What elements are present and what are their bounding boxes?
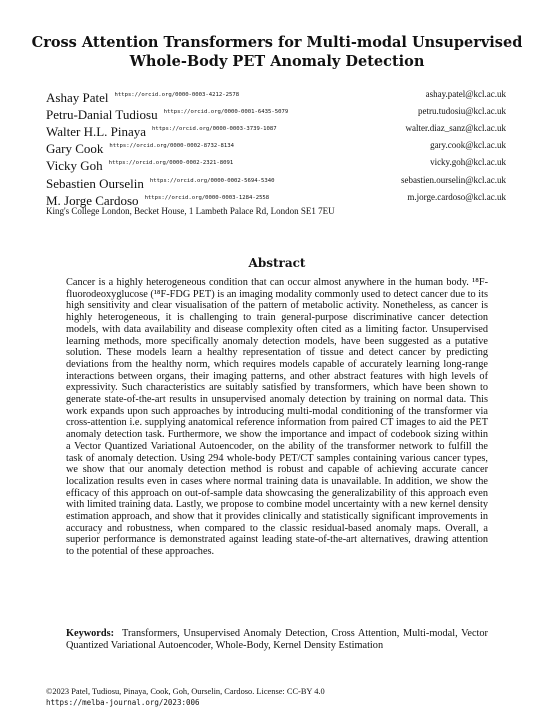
author-row: [46, 138, 506, 154]
author-name: M. Jorge Cardoso: [46, 193, 139, 208]
author-email[interactable]: sebastien.ourselin@kcl.ac.uk: [400, 175, 506, 185]
author-row: [46, 190, 506, 206]
author-email[interactable]: ashay.patel@kcl.ac.uk: [425, 89, 506, 99]
author-orcid-link[interactable]: https://orcid.org/0000-0001-6435-5079: [163, 109, 289, 115]
affiliation: King's College London, Becket House, 1 Lambeth Palace Rd, London SE1 7EU: [46, 206, 335, 216]
author-email[interactable]: gary.cook@kcl.ac.uk: [430, 140, 506, 150]
author-name: Petru-Danial Tudiosu: [46, 107, 158, 122]
author-orcid-link[interactable]: https://orcid.org/0000-0003-1284-2558: [144, 195, 270, 201]
author-name: Walter H.L. Pinaya: [46, 124, 147, 139]
author-orcid-link[interactable]: https://orcid.org/0000-0002-2321-8091: [108, 160, 234, 166]
abstract-body: Cancer is a highly heterogeneous condition that can occur almost anywhere in the human body. ¹⁸F-fluorodeoxyglucose (¹⁸F-FDG PET) is an imaging modality commonly used to detect cancer due to its high sensitivity and clear visualisation of the pattern of metabolic activity. Nonetheless, as cancer is highly heterogeneous, it is challenging to train general-purpose discriminative cancer detection models, with data availability and disease complexity often cited as a limiting factor. Unsupervised learning methods, more specifically anomaly detection models, have been suggested as a putative solution. These models learn a healthy representation of tissue and detect cancer by predicting deviations from the healthy norm, which requires models capable of accurately learning long-range interactions between organs, their imaging patterns, and other abstract features with high levels of expressivity. Such characteristics are suitably satisfied by transformers, which have been shown to generate state-of-the-art results in unsupervised anomaly detection by training on normal data. This work expands upon such approaches by introducing multi-modal conditioning of the transformer via cross-attention i.e. supplying anatomical reference information from paired CT images to aid the PET anomaly detection task. Furthermore, we show the importance and impact of codebook sizing within a Vector Quantized Variational Autoencoder, on the ability of the transformer network to fulfill the task of anomaly detection. Using 294 whole-body PET/CT samples containing various cancer types, we show that our anomaly detection method is robust and capable of achieving accurate cancer localization results even in cases where normal training data is unavailable. In addition, we show the efficacy of this approach on out-of-sample data showcasing the generalizability of this approach even with limited training data. Lastly, we propose to combine model uncertainty with a new kernel density estimation approach, and show that it provides clinically and statistically significant improvements in accuracy and robustness, when compared to the classic residual-based anomaly maps. Overall, a superior performance is demonstrated against leading state-of-the-art alternatives, drawing attention to the potential of these approaches.: [66, 277, 488, 558]
author-row: [46, 87, 506, 103]
author-name: Gary Cook: [46, 141, 104, 156]
author-row: [46, 155, 506, 171]
author-email[interactable]: vicky.goh@kcl.ac.uk: [430, 157, 506, 167]
author-row: [46, 121, 506, 137]
author-row: [46, 173, 506, 189]
abstract-heading: Abstract: [248, 256, 306, 270]
title-line-1: Cross Attention Transformers for Multi-modal Unsupervised: [31, 34, 523, 51]
author-orcid-link[interactable]: https://orcid.org/0000-0003-4212-2578: [114, 92, 240, 98]
journal-url-link[interactable]: https://melba-journal.org/2023:006: [46, 698, 200, 707]
footer: [46, 686, 325, 708]
keywords: [66, 628, 488, 651]
author-orcid-link[interactable]: https://orcid.org/0000-0002-8732-8134: [109, 143, 235, 149]
author-name: Vicky Goh: [46, 158, 103, 173]
paper-title: [0, 33, 554, 71]
keywords-list: Transformers, Unsupervised Anomaly Detection, Cross Attention, Multi-modal, Vector Quantized Variational Autoencoder, Whole-Body, Kernel Density Estimation: [66, 628, 488, 651]
author-email[interactable]: m.jorge.cardoso@kcl.ac.uk: [407, 192, 506, 202]
license-line: ©2023 Patel, Tudiosu, Pinaya, Cook, Goh, Ourselin, Cardoso. License: CC-BY 4.0: [46, 687, 325, 696]
author-row: [46, 104, 506, 120]
author-email[interactable]: petru.tudosiu@kcl.ac.uk: [417, 106, 506, 116]
keywords-label: Keywords:: [66, 628, 115, 639]
author-email[interactable]: walter.diaz_sanz@kcl.ac.uk: [405, 123, 506, 133]
author-orcid-link[interactable]: https://orcid.org/0000-0003-3739-1087: [152, 126, 277, 132]
author-name: Ashay Patel: [46, 90, 109, 105]
title-line-2: Whole-Body PET Anomaly Detection: [129, 53, 425, 70]
author-orcid-link[interactable]: https://orcid.org/0000-0002-5694-5340: [149, 178, 275, 184]
author-name: Sebastien Ourselin: [46, 176, 144, 191]
